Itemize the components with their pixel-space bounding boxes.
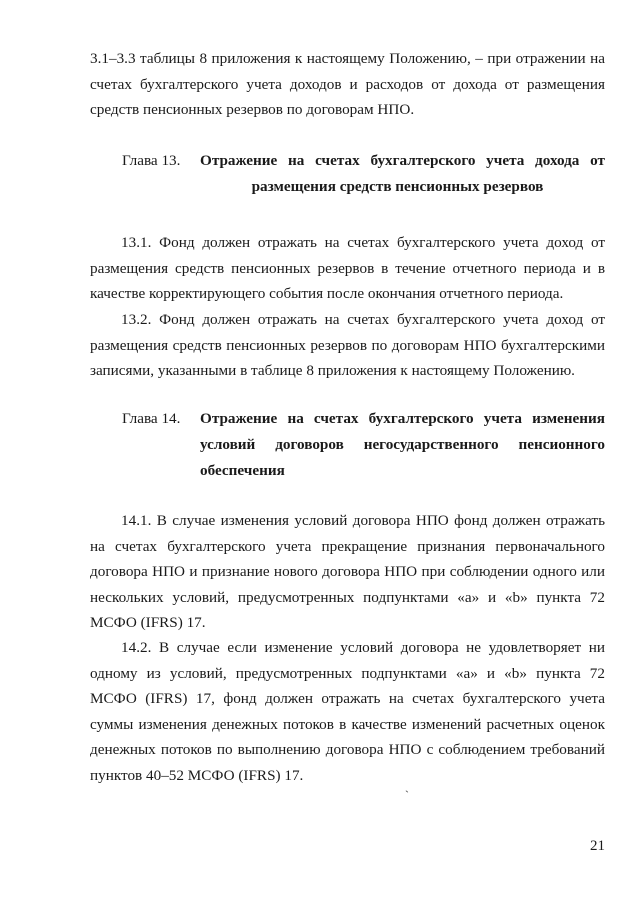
paragraph-14-1: 14.1. В случае изменения условий договора НПО фонд должен отражать на счетах бухгалтерского учета прекращение признания первоначального договора НПО и признание нового договора НПО при соблюдении одного или нескольких условий, предусмотренных подпунктами «a» и «b» пункта 72 МСФО (IFRS) 17. xyxy=(90,512,605,631)
chapter-14-title: Отражение на счетах бухгалтерского учета изменения условий договоров негосударственного пенсионного обеспечения xyxy=(200,410,605,479)
page-number: 21 xyxy=(590,838,605,854)
chapter-14-number: Глава 14. xyxy=(122,410,181,427)
chapter-13-title xyxy=(200,148,605,200)
chapter-13-number: Глава 13. xyxy=(122,152,181,169)
paragraph-13-2: 13.2. Фонд должен отражать на счетах бухгалтерского учета доход от размещения средств пенсионных резервов по договорам НПО бухгалтерскими записями, указанными в таблице 8 приложения к настоящему Положению. xyxy=(90,311,605,379)
stray-mark: ˎ xyxy=(405,779,409,793)
chapter-13-title-line1: Отражение на счетах бухгалтерского учета дохода от xyxy=(200,152,605,169)
chapter-13-title-line2: размещения средств пенсионных резервов xyxy=(251,178,544,195)
paragraph-14-2: 14.2. В случае если изменение условий договора не удовлетворяет ни одному из условий, предусмотренных подпунктами «a» и «b» пункта 72 МСФО (IFRS) 17, фонд должен отражать на счетах бухгалтерского учета суммы изменения денежных потоков в качестве изменений расчетных оценок денежных потоков по выполнению договора НПО с соблюдением требований пунктов 40–52 МСФО (IFRS) 17. xyxy=(90,639,605,784)
intro-paragraph: 3.1–3.3 таблицы 8 приложения к настоящему Положению, – при отражении на счетах бухгалтерского учета доходов и расходов от дохода от размещения средств пенсионных резервов по договорам НПО. xyxy=(90,50,605,118)
paragraph-13-1: 13.1. Фонд должен отражать на счетах бухгалтерского учета доход от размещения средств пенсионных резервов в течение отчетного периода и в качестве корректирующего события после окончания отчетного периода. xyxy=(90,234,605,302)
